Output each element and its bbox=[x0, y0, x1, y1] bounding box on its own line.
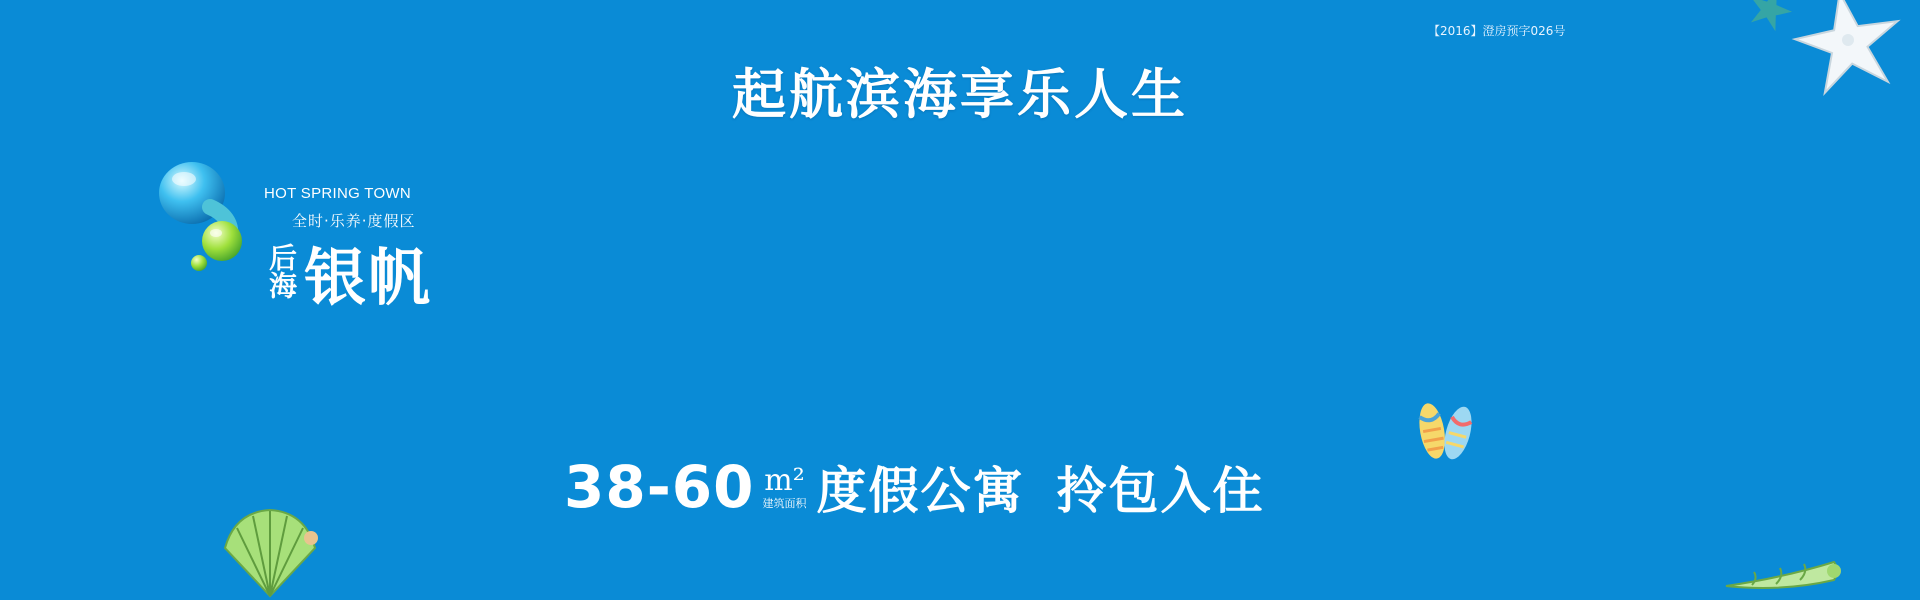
property-type: 度假公寓 bbox=[816, 462, 1025, 520]
move-in-slogan: 拎包入住 bbox=[1056, 462, 1265, 520]
logo-tagline: 全时·乐养·度假区 bbox=[292, 212, 416, 230]
area-unit bbox=[762, 462, 807, 510]
logo-name-small: 后海 bbox=[265, 243, 298, 299]
scallop-shell-icon bbox=[215, 508, 325, 600]
brand-logo bbox=[152, 155, 452, 345]
water-drop-icon bbox=[152, 155, 262, 275]
area-unit-note: 建筑面积 bbox=[762, 496, 807, 510]
starfish-icon bbox=[1730, 0, 1920, 110]
headline: 起航滨海享乐人生 bbox=[732, 63, 1188, 126]
area-range: 38-60 bbox=[564, 453, 755, 521]
offer-line bbox=[564, 452, 1265, 522]
area-unit-symbol: m² bbox=[764, 462, 805, 498]
flip-flops-icon bbox=[1412, 395, 1480, 465]
logo-english: HOT SPRING TOWN bbox=[264, 185, 412, 202]
presale-permit: 【2016】澄房预字026号 bbox=[1428, 24, 1566, 38]
cone-shell-icon bbox=[1722, 552, 1842, 596]
logo-name-big: 银帆 bbox=[304, 241, 433, 314]
